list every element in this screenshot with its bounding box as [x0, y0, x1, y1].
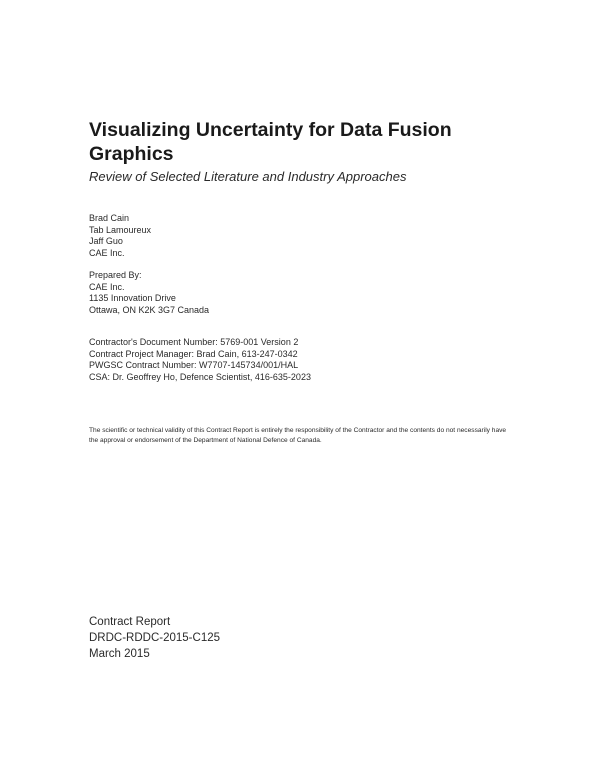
- author-organization: CAE Inc.: [89, 247, 125, 258]
- disclaimer-text: The scientific or technical validity of this Contract Report is entirely the responsibility of the Contractor and the contents do not necessarily have the approval or endorsement of the Department of National Defence of Canada.: [89, 426, 507, 444]
- author-name: Tab Lamoureux: [89, 224, 152, 235]
- contract-info-block: [89, 337, 311, 383]
- report-number: DRDC-RDDC-2015-C125: [89, 632, 221, 644]
- contract-info-line: PWGSC Contract Number: W7707-145734/001/HAL: [89, 360, 299, 370]
- report-date: March 2015: [89, 648, 150, 660]
- contract-info-line: Contractor's Document Number: 5769-001 Version 2: [89, 337, 299, 347]
- prepared-by-label: Prepared By:: [89, 270, 142, 280]
- report-type: Contract Report: [89, 616, 171, 628]
- report-info-block: [89, 614, 220, 662]
- prepared-by-line: 1135 Innovation Drive: [89, 293, 176, 303]
- prepared-by-block: [89, 270, 209, 316]
- author-list: [89, 213, 151, 259]
- author-name: Jaff Guo: [89, 236, 123, 246]
- contract-info-line: CSA: Dr. Geoffrey Ho, Defence Scientist, 416-635-2023: [89, 371, 311, 382]
- document-subtitle: Review of Selected Literature and Industry Approaches: [89, 169, 407, 184]
- author-name: Brad Cain: [89, 213, 130, 223]
- prepared-by-line: Ottawa, ON K2K 3G7 Canada: [89, 304, 210, 315]
- contract-info-line: Contract Project Manager: Brad Cain, 613-247-0342: [89, 348, 298, 359]
- prepared-by-line: CAE Inc.: [89, 281, 125, 292]
- document-title: Visualizing Uncertainty for Data Fusion Graphics: [89, 119, 452, 165]
